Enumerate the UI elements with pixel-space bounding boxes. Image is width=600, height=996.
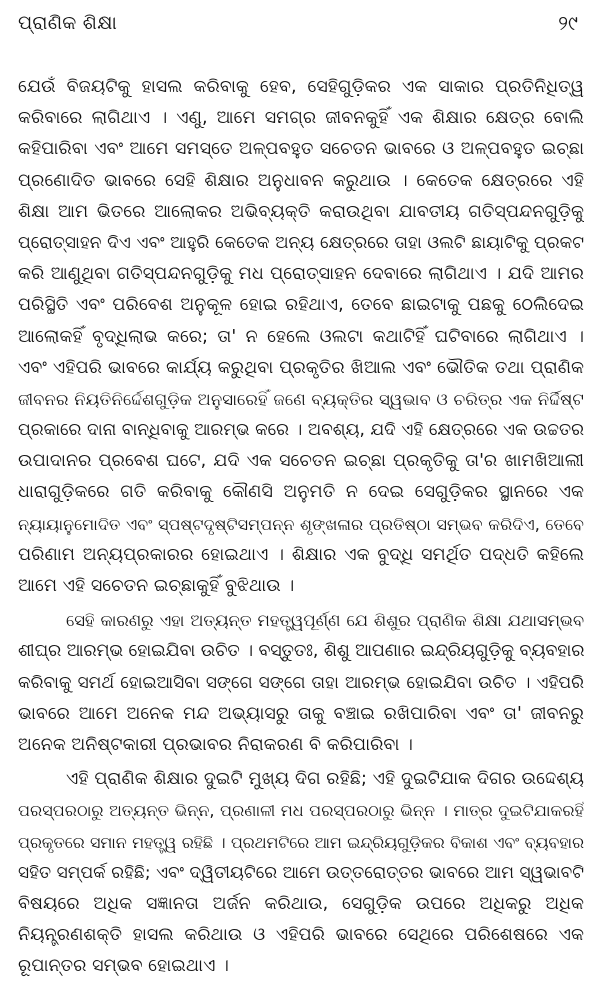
text-line: ପରିସ୍ଥିତି ଏବଂ ପରିବେଶ ଅନୁକୂଳ ହୋଇ ରହିଥାଏ, ତେବେ ଛାଇଟାକୁ ପଛକୁ ଠେଲିଦେଇ: [18, 295, 584, 316]
text-line: କହିପାରିବା ଏବଂ ଆମେ ସମସ୍ତେ ଅଳ୍ପବହୁତ ସଚେତନ ଭାବରେ ଓ ଅଳ୍ପବହୁତ ଇଚ୍ଛା: [18, 139, 584, 160]
text-line: ଜୀବନର ନିୟତିନିର୍ଦ୍ଦେଶଗୁଡ଼ିକ ଅନୁସାରେହିଁ ଜଣେ ବ୍ୟକ୍ତିର ସ୍ୱଭାବ ଓ ଚରିତ୍ର ଏକ ନିର୍ଦ୍ଦିଷ୍ଟ: [18, 388, 584, 409]
running-title: ପ୍ରାଣିକ ଶିକ୍ଷା: [18, 12, 117, 34]
text-line: ଯେଉଁ ବିଜୟଟିକୁ ହାସଲ କରିବାକୁ ହେବ, ସେହିଗୁଡ଼ିକର ଏକ ସାକାର ପ୍ରତିନିଧିତ୍ୱ: [18, 77, 584, 97]
text-line: କରିବାରେ ଲାଗିଥାଏ । ଏଣୁ, ଆମେ ସମଗ୍ର ଜୀବନକୁହିଁ ଏକ ଶିକ୍ଷାର କ୍ଷେତ୍ର ବୋଲି: [18, 108, 584, 129]
text-line: ନ୍ୟାୟାନୁମୋଦିତ ଏବଂ ସ୍ପଷ୍ଟଦୃଷ୍ଟିସମ୍ପନ୍ନ ଶୃଙ୍ଖଳାର ପ୍ରତିଷ୍ଠା ସମ୍ଭବ କରିଦିଏ, ତେବେ: [18, 514, 584, 534]
text-line: ଅନେକ ଅନିଷ୍ଟକାରୀ ପ୍ରଭାବର ନିରାକରଣ ବି କରିପାରିବା ।: [18, 734, 413, 755]
text-line: ଭାବରେ ଆମେ ଅନେକ ମନ୍ଦ ଅଭ୍ୟାସରୁ ତାକୁ ବଞ୍ଚାଇ ରଖିପାରିବା ଏବଂ ତା' ଜୀବନରୁ: [18, 703, 584, 724]
text-line: ଉପାଦାନର ପ୍ରବେଶ ଘଟେ, ଯଦି ଏକ ସଚେତନ ଇଚ୍ଛା ପ୍ରକୃତିକୁ ତା'ର ଖାମଖିଆଲୀ: [18, 451, 584, 472]
text-line: ଶୀଘ୍ର ଆରମ୍ଭ ହୋଇଯିବା ଉଚିତ । ବସ୍ତୁତଃ, ଶିଶୁ ଆପଣାର ଇନ୍ଦ୍ରିୟଗୁଡ଼ିକୁ ବ୍ୟବହାର: [18, 641, 584, 662]
text-line: ସେହି କାରଣରୁ ଏହା ଅତ୍ୟନ୍ତ ମହତ୍ତ୍ୱପୂର୍ଣ୍ଣ ଯେ ଶିଶୁର ପ୍ରାଣିକ ଶିକ୍ଷା ଯଥାସମ୍ଭବ: [66, 611, 584, 631]
text-line: ଏହି ପ୍ରାଣିକ ଶିକ୍ଷାର ଦୁଇଟି ମୁଖ୍ୟ ଦିଗ ରହିଛି; ଏହି ଦୁଇଟିଯାକ ଦିଗର ଉଦ୍ଦେଶ୍ୟ: [66, 769, 584, 790]
text-line: ପ୍ରଣୋଦିତ ଭାବରେ ସେହି ଶିକ୍ଷାର ଅନୁଧାବନ କରୁଥାଉ । କେତେକ କ୍ଷେତ୍ରରେ ଏହି: [18, 170, 584, 191]
text-line: ଧାରାଗୁଡ଼ିକରେ ଗତି କରିବାକୁ କୌଣସି ଅନୁମତି ନ ଦେଇ ସେଗୁଡ଼ିକର ସ୍ଥାନରେ ଏକ: [18, 482, 584, 503]
paragraph: [18, 72, 584, 602]
text-line: ପ୍ରୋତ୍ସାହନ ଦିଏ ଏବଂ ଆହୁରି କେତେକ ଅନ୍ୟ କ୍ଷେତ୍ରରେ ତାହା ଓଲଟି ଛାୟାଟିକୁ ପ୍ରକଟ: [18, 232, 584, 253]
text-line: ନିୟନ୍ତ୍ରଣଶକ୍ତି ହାସଲ କରିଥାଉ ଓ ଏହିପରି ଭାବରେ ସେଥିରେ ପରିଶେଷରେ ଏକ: [18, 925, 584, 946]
text-line: ଶିକ୍ଷା ଆମ ଭିତରେ ଆଲୋକର ଅଭିବ୍ୟକ୍ତି କରାଉଥିବା ଯାବତୀୟ ଗତିସ୍ପନ୍ଦନଗୁଡ଼ିକୁ: [18, 201, 584, 222]
text-line: ରୂପାନ୍ତର ସମ୍ଭବ ହୋଇଥାଏ ।: [18, 956, 229, 977]
running-head: [18, 6, 578, 40]
text-line: ପରସ୍ପରଠାରୁ ଅତ୍ୟନ୍ତ ଭିନ୍ନ, ପ୍ରଣାଳୀ ମଧ ପରସ୍ପରଠାରୁ ଭିନ୍ନ । ମାତ୍ର ଦୁଇଟିଯାକରହିଁ: [18, 801, 584, 821]
paragraph: [18, 605, 584, 761]
text-line: ପ୍ରକୃତରେ ସମାନ ମହତ୍ତ୍ୱ ରହିଛି । ପ୍ରଥମଟିରେ ଆମ ଇନ୍ଦ୍ରିୟଗୁଡ଼ିକର ବିକାଶ ଏବଂ ବ୍ୟବହାର: [18, 832, 584, 852]
text-line: ଏବଂ ଏହିପରି ଭାବରେ କାର୍ଯ୍ୟ କରୁଥିବା ପ୍ରକୃତିର ଖିଆଲ ଏବଂ ଭୌତିକ ତଥା ପ୍ରାଣିକ: [18, 357, 584, 378]
text-line: ଆଲୋକହିଁ ବୃଦ୍ଧିଲାଭ କରେ; ତା' ନ ହେଲେ ଓଲଟା କଥାଟିହିଁ ଘଟିବାରେ ଲାଗିଥାଏ ।: [18, 326, 584, 347]
text-line: ସହିତ ସମ୍ପର୍କ ରହିଛି; ଏବଂ ଦ୍ୱିତୀୟଟିରେ ଆମେ ଉତ୍ତରୋତ୍ତର ଭାବରେ ଆମ ସ୍ୱଭାବଟି: [18, 862, 584, 883]
text-line: କରିବାକୁ ସମର୍ଥ ହୋଇଆସିବା ସଙ୍ଗେ ସଙ୍ଗେ ତାହା ଆରମ୍ଭ ହୋଇଯିବା ଉଚିତ । ଏହିପରି: [18, 672, 584, 693]
text-line: କରି ଆଣୁଥିବା ଗତିସ୍ପନ୍ଦନଗୁଡ଼ିକୁ ମଧ ପ୍ରୋତ୍ସାହନ ଦେବାରେ ଲାଗିଥାଏ । ଯଦି ଆମର: [18, 264, 584, 285]
text-line: ପରିଣାମ ଅନ୍ୟପ୍ରକାରର ହୋଇଥାଏ । ଶିକ୍ଷାର ଏକ ବୁଦ୍ଧି ସମର୍ଥିତ ପଦ୍ଧତି କହିଲେ: [18, 544, 584, 565]
text-line: ପ୍ରକାରେ ଦାନା ବାନ୍ଧିବାକୁ ଆରମ୍ଭ କରେ । ଅବଶ୍ୟ, ଯଦି ଏହି କ୍ଷେତ୍ରରେ ଏକ ଉଚ୍ଚତର: [18, 420, 584, 441]
page-number: ୨୯: [558, 11, 578, 35]
paragraph: [18, 764, 584, 982]
text-line: ବିଷୟରେ ଅଧିକ ସଜ୍ଞାନତା ଅର୍ଜନ କରିଥାଉ, ସେଗୁଡ଼ିକ ଉପରେ ଅଧିକରୁ ଅଧିକ: [18, 893, 584, 914]
body-text: [18, 72, 584, 982]
text-line: ଆମେ ଏହି ସଚେତନ ଇଚ୍ଛାକୁହିଁ ବୁଝିଥାଉ ।: [18, 576, 295, 596]
